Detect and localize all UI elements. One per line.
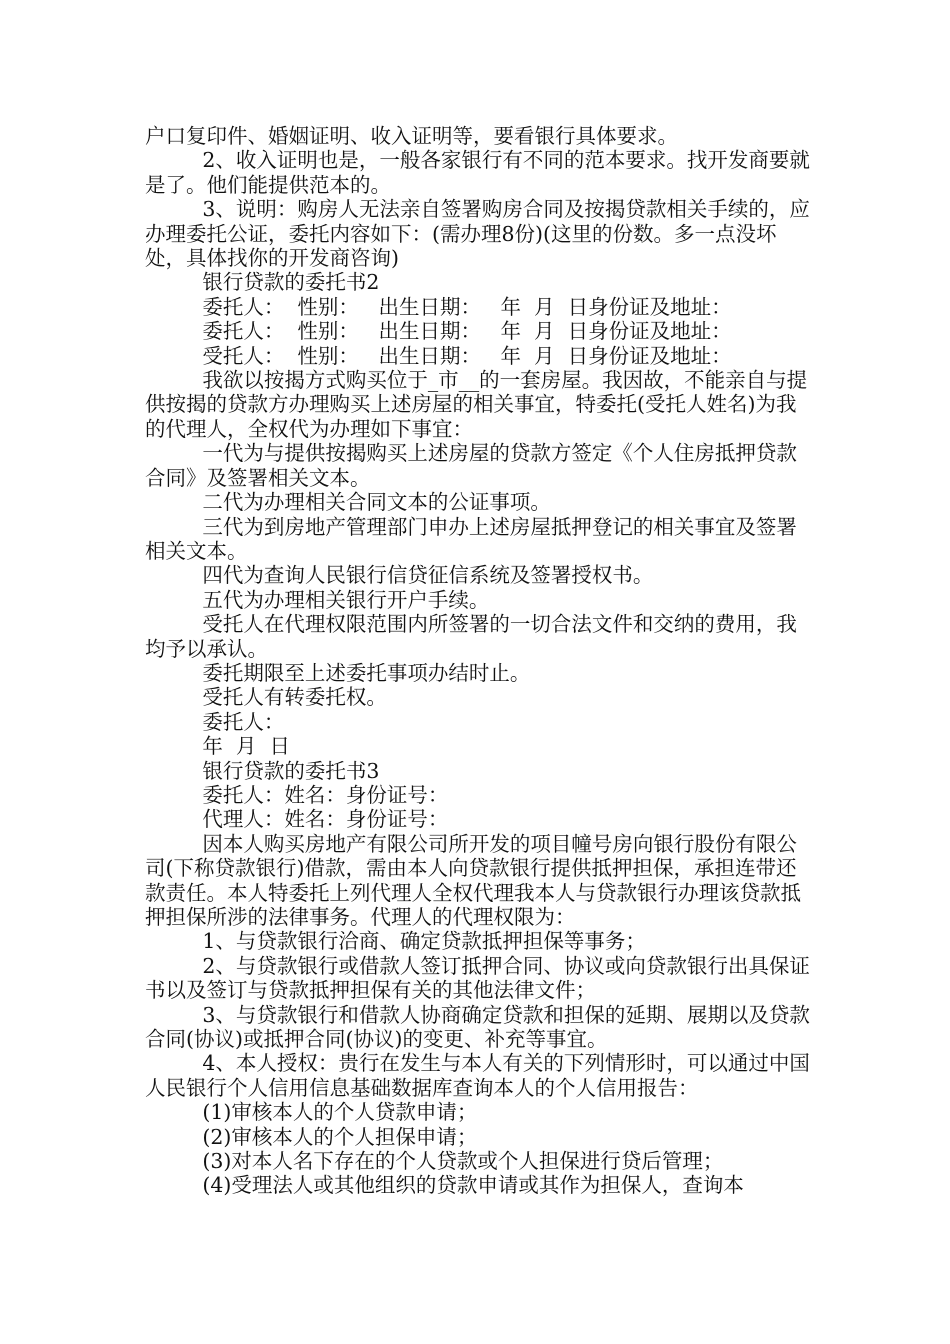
paragraph: 银行贷款的委托书3 [202, 758, 380, 783]
paragraph: (1)审核本人的个人贷款申请； [202, 1100, 478, 1125]
paragraph: 代理人：姓名：身份证号： [202, 807, 449, 832]
paragraph: 2、与贷款银行或借款人签订抵押合同、协议或向贷款银行出具保证书以及签订与贷款抵押担保有关的其他法律文件； [145, 953, 810, 1003]
paragraph: 户口复印件、婚姻证明、收入证明等，要看银行具体要求。 [145, 124, 678, 148]
paragraph: 银行贷款的委托书2 [202, 270, 380, 295]
paragraph: 五代为办理相关银行开户手续。 [202, 587, 490, 612]
paragraph: 受托人： 性别： 出生日期： 年 月 日身份证及地址： [202, 343, 732, 368]
paragraph: 我欲以按揭方式购买位于_市__的一套房屋。我因故，不能亲自与提供按揭的贷款方办理购买上述房屋的相关事宜，特委托(受托人姓名)为我的代理人，全权代为办理如下事宜： [145, 368, 808, 441]
paragraph: 因本人购买房地产有限公司所开发的项目幢号房向银行股份有限公司(下称贷款银行)借款，需由本人向贷款银行提供抵押担保，承担连带还款责任。本人特委托上列代理人全权代理我本人与贷款银行办理该贷款抵押担保所涉的法律事务。代理人的代理权限为： [145, 831, 801, 929]
paragraph: 受托人在代理权限范围内所签署的一切合法文件和交纳的费用，我均予以承认。 [145, 612, 797, 661]
paragraph: (3)对本人名下存在的个人贷款或个人担保进行贷后管理； [202, 1149, 724, 1174]
paragraph: (4)受理法人或其他组织的贷款申请或其作为担保人，查询本 [202, 1173, 744, 1198]
paragraph: 1、与贷款银行洽商、确定贷款抵押担保等事务； [202, 929, 646, 954]
paragraph: 4、本人授权：贵行在发生与本人有关的下列情形时，可以通过中国人民银行个人信用信息基础数据库查询本人的个人信用报告： [145, 1051, 810, 1100]
paragraph: 受托人有转委托权。 [202, 685, 387, 710]
paragraph: 一代为与提供按揭购买上述房屋的贷款方签定《个人住房抵押贷款合同》及签署相关文本。 [145, 441, 797, 490]
paragraph: 年 月 日 [202, 734, 290, 759]
paragraph: 3、说明：购房人无法亲自签署购房合同及按揭贷款相关手续的，应办理委托公证，委托内容如下：(需办理8份)(这里的份数。多一点没坏处，具体找你的开发商咨询) [145, 197, 810, 271]
paragraph: 委托期限至上述委托事项办结时止。 [202, 660, 531, 685]
paragraph: 三代为到房地产管理部门申办上述房屋抵押登记的相关事宜及签署相关文本。 [145, 514, 797, 563]
document-body [145, 124, 810, 1198]
paragraph: 委托人：姓名：身份证号： [202, 782, 449, 807]
paragraph: 2、收入证明也是，一般各家银行有不同的范本要求。找开发商要就是了。他们能提供范本的。 [145, 148, 810, 197]
paragraph: 二代为办理相关合同文本的公证事项。 [202, 490, 551, 515]
paragraph: 3、与贷款银行和借款人协商确定贷款和担保的延期、展期以及贷款合同(协议)或抵押合同(协议)的变更、补充等事宜。 [145, 1002, 810, 1052]
paragraph: 委托人： [202, 709, 285, 734]
paragraph: 委托人： 性别： 出生日期： 年 月 日身份证及地址： [202, 294, 732, 319]
paragraph: 四代为查询人民银行信贷征信系统及签署授权书。 [202, 563, 654, 588]
paragraph: 委托人： 性别： 出生日期： 年 月 日身份证及地址： [202, 319, 732, 344]
paragraph: (2)审核本人的个人担保申请； [202, 1124, 478, 1149]
